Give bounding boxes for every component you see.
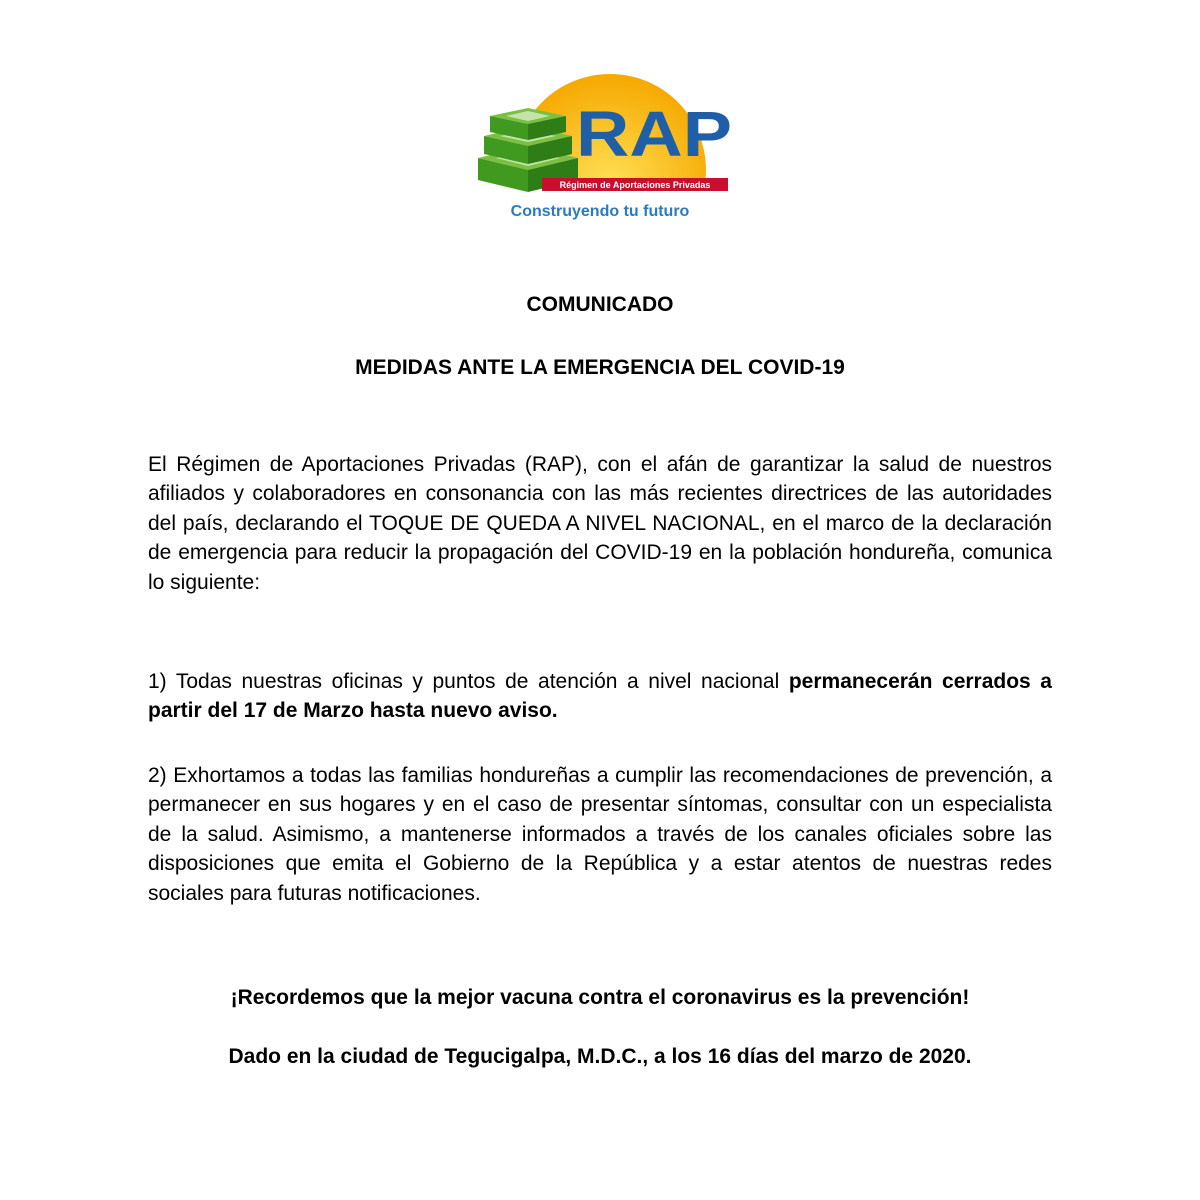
closing-exclamation: ¡Recordemos que la mejor vacuna contra el coronavirus es la prevención! — [230, 986, 970, 1009]
document-subtitle: MEDIDAS ANTE LA EMERGENCIA DEL COVID-19 — [355, 356, 845, 379]
point-1-emphasis: permanecerán cerrados a partir del 17 de Marzo hasta nuevo aviso. — [148, 670, 1052, 723]
point-1-text: 1) Todas nuestras oficinas y puntos de atención a nivel nacional — [148, 670, 789, 693]
point-1-paragraph — [148, 667, 1052, 726]
rap-logo — [470, 70, 740, 230]
logo-subtitle: Régimen de Aportaciones Privadas — [559, 180, 711, 190]
point-2-paragraph: 2) Exhortamos a todas las familias hondureñas a cumplir las recomendaciones de prevención, a permanecer en sus hogares y en el caso de presentar síntomas, consultar con un especialista de la salud. Asimismo, a mantenerse informados a través de los canales oficiales sobre las disposiciones que emita el Gobierno de la República y a estar atentos de nuestras redes sociales para futuras notificaciones. — [148, 764, 1052, 905]
logo-name: RAP — [576, 98, 732, 170]
logo-tagline: Construyendo tu futuro — [510, 203, 690, 220]
intro-paragraph: El Régimen de Aportaciones Privadas (RAP), con el afán de garantizar la salud de nuestros afiliados y colaboradores en consonancia con las más recientes directrices de las autoridades del país, declarando el TOQUE DE QUEDA A NIVEL NACIONAL, en el marco de la declaración de emergencia para reducir la propagación del COVID-19 en la población hondureña, comunica lo siguiente: — [148, 453, 1052, 594]
document-title: COMUNICADO — [526, 293, 674, 316]
closing-date-line: Dado en la ciudad de Tegucigalpa, M.D.C., a los 16 días del marzo de 2020. — [228, 1045, 972, 1068]
